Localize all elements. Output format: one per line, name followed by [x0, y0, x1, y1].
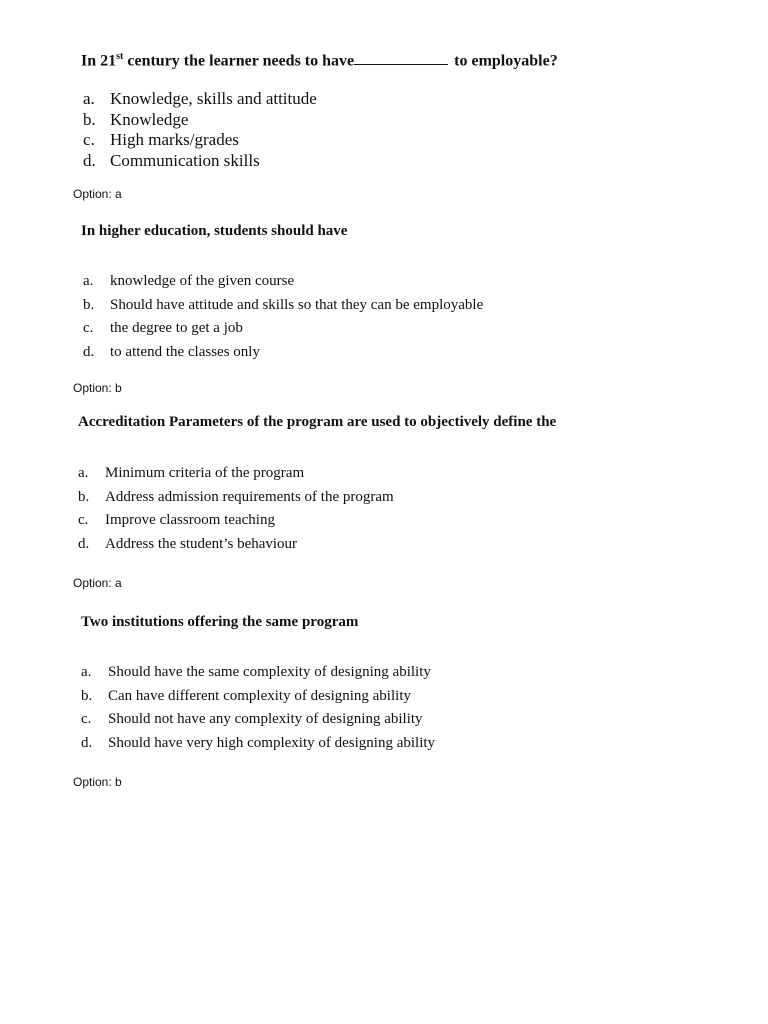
option-letter: c.	[81, 711, 92, 727]
answer-blank	[354, 51, 448, 65]
question-1-options	[83, 89, 317, 171]
question-1-stem	[81, 51, 558, 70]
option-item	[78, 486, 394, 510]
option-text: Knowledge, skills and attitude	[110, 89, 317, 108]
option-item	[83, 317, 483, 341]
question-2-options	[83, 270, 483, 364]
question-1-stem-part: century the learner needs to have	[123, 52, 355, 70]
option-letter: b.	[83, 296, 95, 313]
option-item	[81, 708, 435, 732]
question-1-stem-part: to employable?	[454, 52, 558, 70]
option-letter: b.	[81, 687, 93, 704]
option-text: Should have very high complexity of designing ability	[108, 734, 436, 751]
option-text: Should have the same complexity of designing ability	[108, 664, 431, 680]
option-item	[81, 732, 435, 756]
answer-1: Option: a	[73, 187, 122, 201]
answer-4: Option: b	[73, 775, 122, 789]
option-letter: c.	[83, 130, 95, 149]
option-item	[83, 151, 317, 172]
question-1-superscript: st	[116, 51, 124, 62]
option-text: to attend the classes only	[110, 343, 260, 360]
option-item	[78, 533, 394, 557]
option-text: Communication skills	[110, 150, 260, 170]
option-item	[81, 685, 435, 709]
question-1-stem-part: In 21	[81, 52, 117, 70]
option-text: Improve classroom teaching	[105, 512, 275, 528]
option-item	[83, 341, 483, 365]
option-letter: d.	[83, 343, 95, 360]
option-text: Address admission requirements of the program	[105, 488, 394, 505]
option-text: knowledge of the given course	[110, 273, 295, 289]
option-letter: a.	[83, 89, 95, 108]
option-text: Knowledge	[110, 109, 189, 129]
question-4-stem: Two institutions offering the same program	[81, 614, 359, 630]
option-text: Should not have any complexity of designing ability	[108, 711, 423, 727]
option-text: Address the student’s behaviour	[105, 535, 298, 552]
option-text: Minimum criteria of the program	[105, 465, 305, 481]
option-letter: d.	[83, 150, 96, 170]
option-letter: c.	[78, 512, 89, 528]
option-item	[83, 294, 483, 318]
option-letter: b.	[78, 488, 90, 505]
option-item	[83, 89, 317, 110]
option-letter: b.	[83, 109, 96, 129]
option-letter: a.	[81, 664, 92, 680]
question-4-options	[81, 661, 435, 755]
answer-3: Option: a	[73, 576, 122, 590]
option-text: High marks/grades	[110, 130, 239, 149]
question-2-stem: In higher education, students should have	[81, 223, 348, 239]
option-item	[83, 270, 483, 294]
option-text: Can have different complexity of designing ability	[108, 687, 411, 704]
option-text: Should have attitude and skills so that they can be employable	[110, 296, 484, 313]
option-item	[81, 661, 435, 685]
answer-2: Option: b	[73, 381, 122, 395]
option-item	[83, 110, 317, 131]
option-letter: a.	[83, 273, 94, 289]
option-letter: d.	[81, 734, 93, 751]
option-letter: a.	[78, 465, 89, 481]
option-item	[78, 509, 394, 533]
option-letter: c.	[83, 320, 94, 336]
question-3-options	[78, 462, 394, 556]
question-3-stem: Accreditation Parameters of the program are used to objectively define the	[78, 414, 557, 430]
option-item	[83, 130, 317, 151]
option-text: the degree to get a job	[110, 320, 243, 336]
option-letter: d.	[78, 535, 90, 552]
option-item	[78, 462, 394, 486]
